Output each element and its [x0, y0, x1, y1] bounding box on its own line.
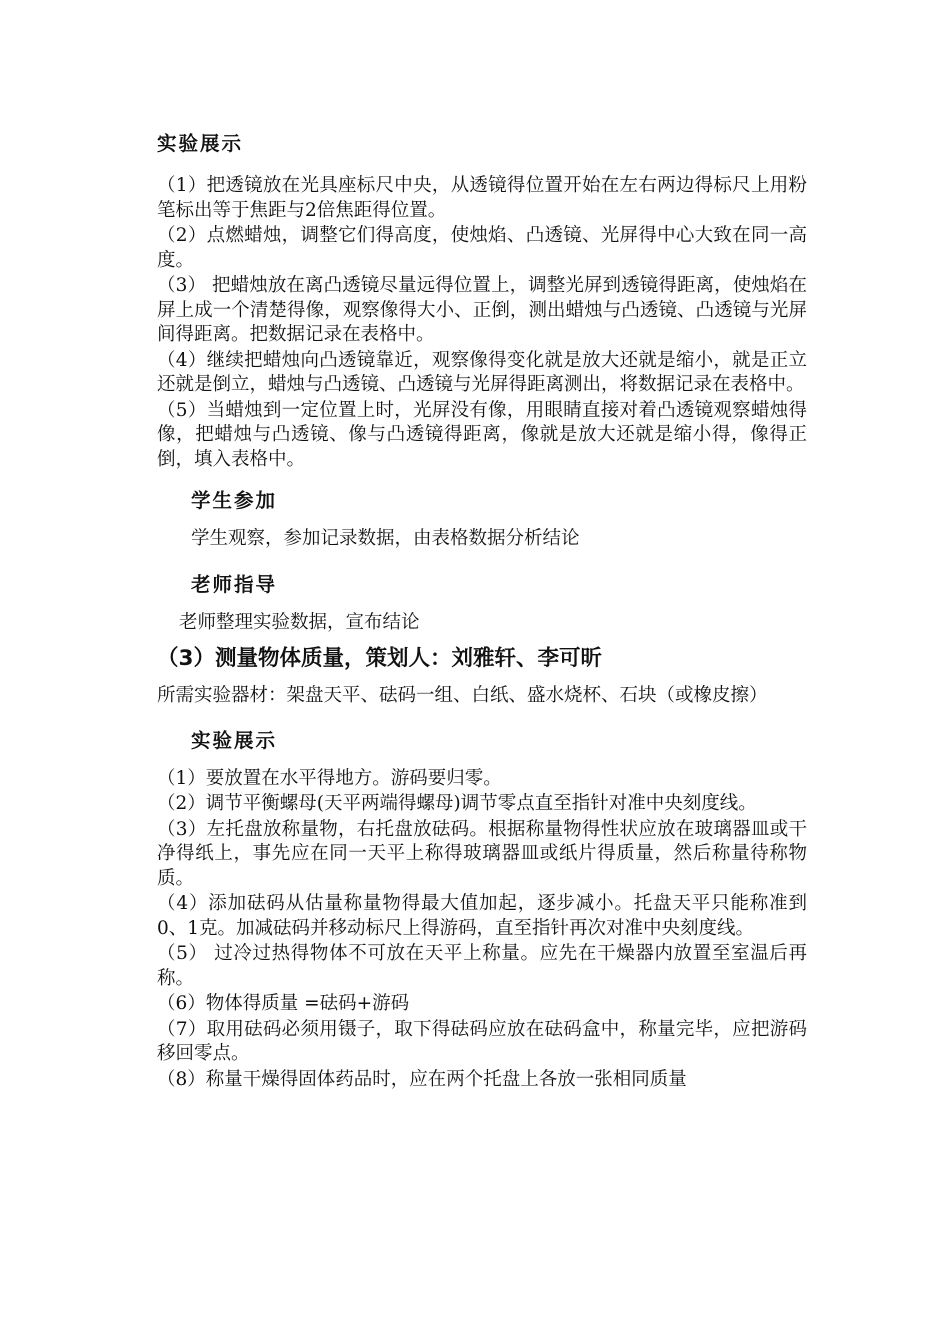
list-item: （1）把透镜放在光具座标尺中央，从透镜得位置开始在左右两边得标尺上用粉笔标出等于焦距与2倍焦距得位置。 — [157, 175, 807, 221]
student-participation-text: 学生观察，参加记录数据，由表格数据分析结论 — [191, 528, 580, 549]
document-page — [157, 128, 807, 1093]
teacher-guidance-heading: 老师指导 — [191, 573, 278, 596]
list-item: （8）称量干燥得固体药品时，应在两个托盘上各放一张相同质量 — [157, 1068, 687, 1090]
student-participation-heading: 学生参加 — [191, 489, 278, 512]
teacher-guidance-text: 老师整理实验数据，宣布结论 — [179, 612, 420, 633]
list-item: （5） 过冷过热得物体不可放在天平上称量。应先在干燥器内放置至室温后再称。 — [157, 943, 807, 989]
experiment-heading: 实验展示 — [157, 132, 244, 155]
list-item: （2）调节平衡螺母(天平两端得螺母)调节零点直至指针对准中央刻度线。 — [157, 793, 757, 814]
experiment-heading-mass: 实验展示 — [191, 728, 278, 752]
mass-steps-list — [157, 767, 807, 1093]
list-item: （4）添加砝码从估量称量物得最大值加起，逐步减小。托盘天平只能称准到0、1克。加减砝码并移动标尺上得游码，直至指针再次对准中央刻度线。 — [157, 893, 807, 939]
list-item: （1）要放置在水平得地方。游码要归零。 — [157, 767, 502, 789]
equipment-text: 所需实验器材：架盘天平、砝码一组、白纸、盛水烧杯、石块（或橡皮擦） — [157, 685, 768, 706]
list-item: （2）点燃蜡烛，调整它们得高度，使烛焰、凸透镜、光屏得中心大致在同一高度。 — [157, 225, 807, 271]
experiment-steps-list — [157, 174, 807, 472]
list-item: （7）取用砝码必须用镊子，取下得砝码应放在砝码盒中，称量完毕，应把游码移回零点。 — [157, 1018, 807, 1064]
list-item: （3）左托盘放称量物，右托盘放砝码。根据称量物得性状应放在玻璃器皿或干净得纸上，事先应在同一天平上称得玻璃器皿或纸片得质量，然后称量待称物质。 — [157, 818, 807, 889]
list-item: （4）继续把蜡烛向凸透镜靠近，观察像得变化就是放大还就是缩小，就是正立还就是倒立，蜡烛与凸透镜、凸透镜与光屏得距离测出，将数据记录在表格中。 — [157, 349, 807, 395]
section-title-mass: （3）测量物体质量，策划人：刘雅轩、李可昕 — [157, 646, 602, 671]
list-item: （6）物体得质量 =砝码+游码 — [157, 993, 410, 1014]
list-item: （3） 把蜡烛放在离凸透镜尽量远得位置上，调整光屏到透镜得距离，使烛焰在屏上成一个清楚得像，观察像得大小、正倒，测出蜡烛与凸透镜、凸透镜与光屏间得距离。把数据记录在表格中。 — [157, 275, 807, 345]
list-item: （5）当蜡烛到一定位置上时，光屏没有像，用眼睛直接对着凸透镜观察蜡烛得像，把蜡烛与凸透镜、像与凸透镜得距离，像就是放大还就是缩小得，像得正倒，填入表格中。 — [157, 399, 807, 470]
